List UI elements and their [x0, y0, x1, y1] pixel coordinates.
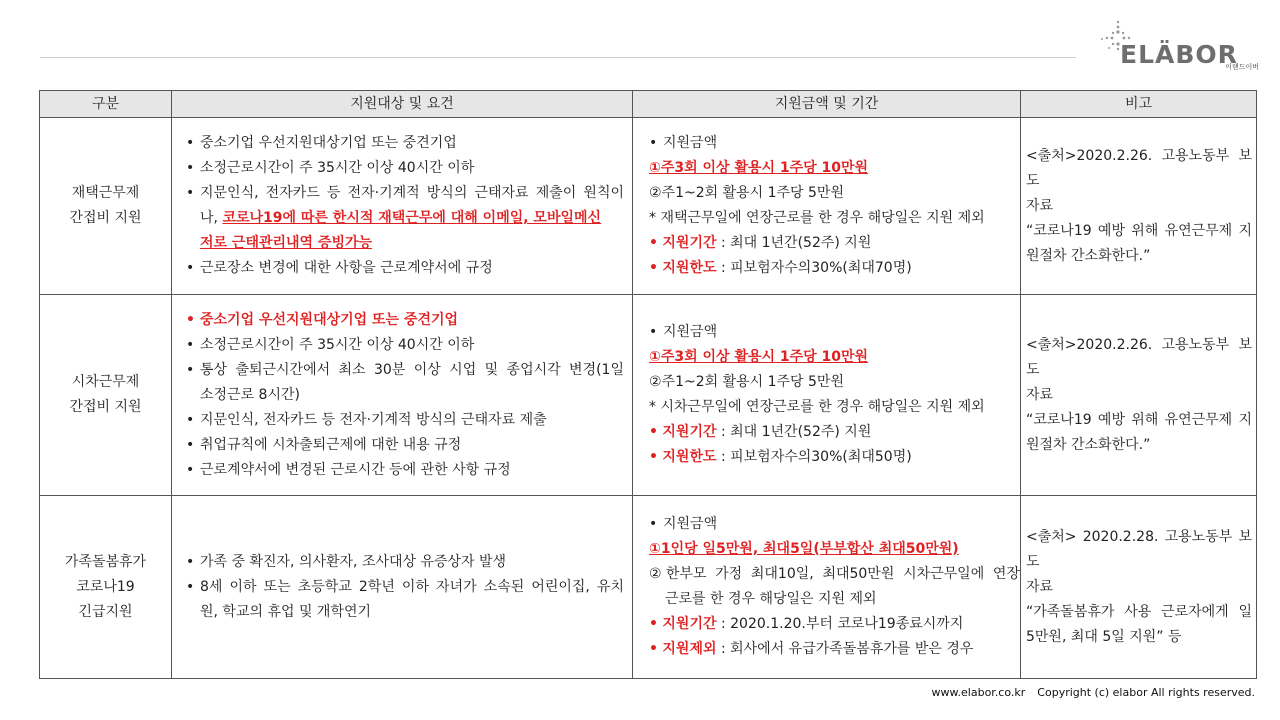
- row-remarks: <출처>2020.2.26. 고용노동부 보도 자료 “코로나19 예방 위해 유연근무제 지 원절차 간소화한다.”: [1021, 295, 1257, 496]
- period-line: • 지원기간 : 최대 1년간(52주) 지원: [649, 424, 872, 440]
- footer-copyright: Copyright (c) elabor All rights reserved.: [1037, 686, 1255, 699]
- row-category: 재택근무제 간접비 지원: [40, 118, 172, 295]
- list-item: • 지문인식, 전자카드 등 전자·기계적 방식의 근태자료 제출: [186, 408, 624, 433]
- row-requirements: [172, 496, 633, 679]
- list-item: • 중소기업 우선지원대상기업 또는 중견기업: [186, 131, 624, 156]
- support-table: [39, 90, 1257, 679]
- amount-line: ②한부모 가정 최대10일, 최대50만원 시차근무일에 연장: [649, 566, 1020, 582]
- table-header-row: [40, 91, 1257, 118]
- amount-heading: • 지원금액: [649, 131, 1020, 156]
- amount-heading: • 지원금액: [649, 512, 1020, 537]
- header-amount: 지원금액 및 기간: [633, 91, 1021, 118]
- amount-line: ①주3회 이상 활용시 1주당 10만원: [649, 160, 869, 176]
- header-category: 구분: [40, 91, 172, 118]
- amount-line: ②주1~2회 활용시 1주당 5만원: [649, 185, 844, 201]
- table-row: [40, 295, 1257, 496]
- row-amount: [633, 295, 1021, 496]
- row-amount: [633, 118, 1021, 295]
- logo-subtext: 이랜드이버: [1225, 63, 1259, 71]
- amount-line: * 시차근무일에 연장근로를 한 경우 해당일은 지원 제외: [649, 399, 985, 415]
- amount-line: * 재택근무일에 연장근로를 한 경우 해당일은 지원 제외: [649, 210, 985, 226]
- table-row: [40, 496, 1257, 679]
- header-divider: [40, 57, 1076, 58]
- limit-line: • 지원제외 : 회사에서 유급가족돌봄휴가를 받은 경우: [649, 641, 974, 657]
- footer: [932, 686, 1255, 699]
- header-requirements: 지원대상 및 요건: [172, 91, 633, 118]
- logo-wordmark: ELÄBOR: [1120, 40, 1238, 69]
- list-item: • 소정근로시간이 주 35시간 이상 40시간 이하: [186, 333, 624, 358]
- list-item: • 통상 출퇴근시간에서 최소 30분 이상 시업 및 종업시각 변경(1일 소정근로 8시간): [186, 358, 624, 408]
- list-item: • 가족 중 확진자, 의사환자, 조사대상 유증상자 발생: [186, 550, 624, 575]
- amount-line: ①주3회 이상 활용시 1주당 10만원: [649, 349, 869, 365]
- list-item: • 지문인식, 전자카드 등 전자·기계적 방식의 근태자료 제출이 원칙이 나, 코로나19에 따른 한시적 재택근무에 대해 이메일, 모바일메신 저로 근태관리내역 증빙가능: [186, 181, 624, 256]
- period-line: • 지원기간 : 2020.1.20.부터 코로나19종료시까지: [649, 616, 964, 632]
- row-requirements: [172, 295, 633, 496]
- row-category: 시차근무제 간접비 지원: [40, 295, 172, 496]
- amount-line: ②주1~2회 활용시 1주당 5만원: [649, 374, 844, 390]
- limit-line: • 지원한도 : 피보험자수의30%(최대70명): [649, 260, 912, 276]
- list-item: • 취업규칙에 시차출퇴근제에 대한 내용 규정: [186, 433, 624, 458]
- header-remarks: 비고: [1021, 91, 1257, 118]
- row-amount: [633, 496, 1021, 679]
- period-line: • 지원기간 : 최대 1년간(52주) 지원: [649, 235, 872, 251]
- row-remarks: <출처> 2020.2.28. 고용노동부 보도 자료 “가족돌봄휴가 사용 근로자에게 일 5만원, 최대 5일 지원” 등: [1021, 496, 1257, 679]
- amount-line: ①1인당 일5만원, 최대5일(부부합산 최대50만원): [649, 541, 959, 557]
- amount-line: 근로를 한 경우 해당일은 지원 제외: [665, 591, 877, 607]
- table-row: [40, 118, 1257, 295]
- elabor-logo: [1098, 18, 1263, 73]
- list-item: • 소정근로시간이 주 35시간 이상 40시간 이하: [186, 156, 624, 181]
- list-item: • 중소기업 우선지원대상기업 또는 중견기업: [186, 308, 624, 333]
- list-item: • 8세 이하 또는 초등학교 2학년 이하 자녀가 소속된 어린이집, 유치 원, 학교의 휴업 및 개학연기: [186, 575, 624, 625]
- footer-site-link[interactable]: www.elabor.co.kr: [931, 686, 1026, 699]
- list-item: • 근로계약서에 변경된 근로시간 등에 관한 사항 규정: [186, 458, 624, 483]
- list-item: • 근로장소 변경에 대한 사항을 근로계약서에 규정: [186, 256, 624, 281]
- amount-heading: • 지원금액: [649, 320, 1020, 345]
- row-requirements: [172, 118, 633, 295]
- row-remarks: <출처>2020.2.26. 고용노동부 보도 자료 “코로나19 예방 위해 유연근무제 지 원절차 간소화한다.”: [1021, 118, 1257, 295]
- limit-line: • 지원한도 : 피보험자수의30%(최대50명): [649, 449, 912, 465]
- row-category: 가족돌봄휴가 코로나19 긴급지원: [40, 496, 172, 679]
